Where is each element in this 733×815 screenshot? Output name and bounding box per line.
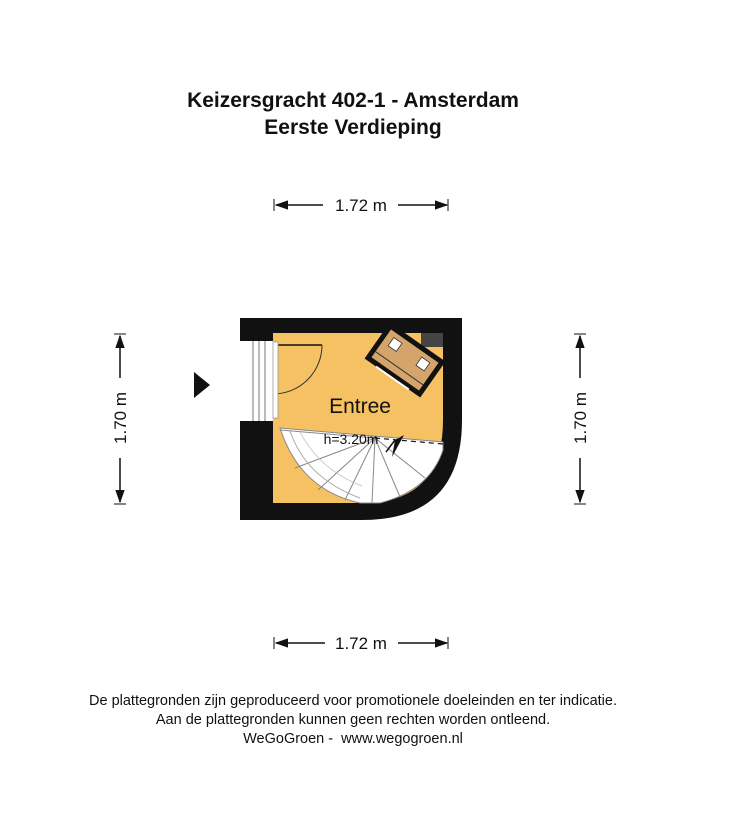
dimension-left-label: 1.70 m	[111, 392, 130, 444]
dimension-left	[111, 334, 130, 504]
dimension-bottom-label: 1.72 m	[335, 634, 387, 653]
website-link[interactable]: www.wegogroen.nl	[341, 731, 463, 747]
door-opening	[240, 340, 273, 422]
entrance-arrow-icon	[194, 372, 210, 398]
ceiling-height-label: h=3.20m	[323, 431, 379, 447]
room-label: Entree	[329, 395, 391, 418]
footer-credit	[0, 730, 706, 749]
page-title: Keizersgracht 402-1 - Amsterdam	[187, 89, 519, 112]
dimension-right-label: 1.70 m	[571, 392, 590, 444]
dimension-bottom	[274, 634, 448, 653]
dimension-top	[274, 196, 448, 215]
disclaimer-line-2: Aan de plattegronden kunnen geen rechten worden ontleend.	[155, 712, 551, 728]
page-subtitle: Eerste Verdieping	[264, 116, 442, 139]
dimension-right	[571, 334, 590, 504]
company-name: WeGoGroen -	[243, 731, 334, 747]
disclaimer-line-1: De plattegronden zijn geproduceerd voor promotionele doeleinden en ter indicatie.	[89, 693, 617, 709]
wall-corner	[421, 333, 443, 347]
dimension-top-label: 1.72 m	[335, 196, 387, 215]
